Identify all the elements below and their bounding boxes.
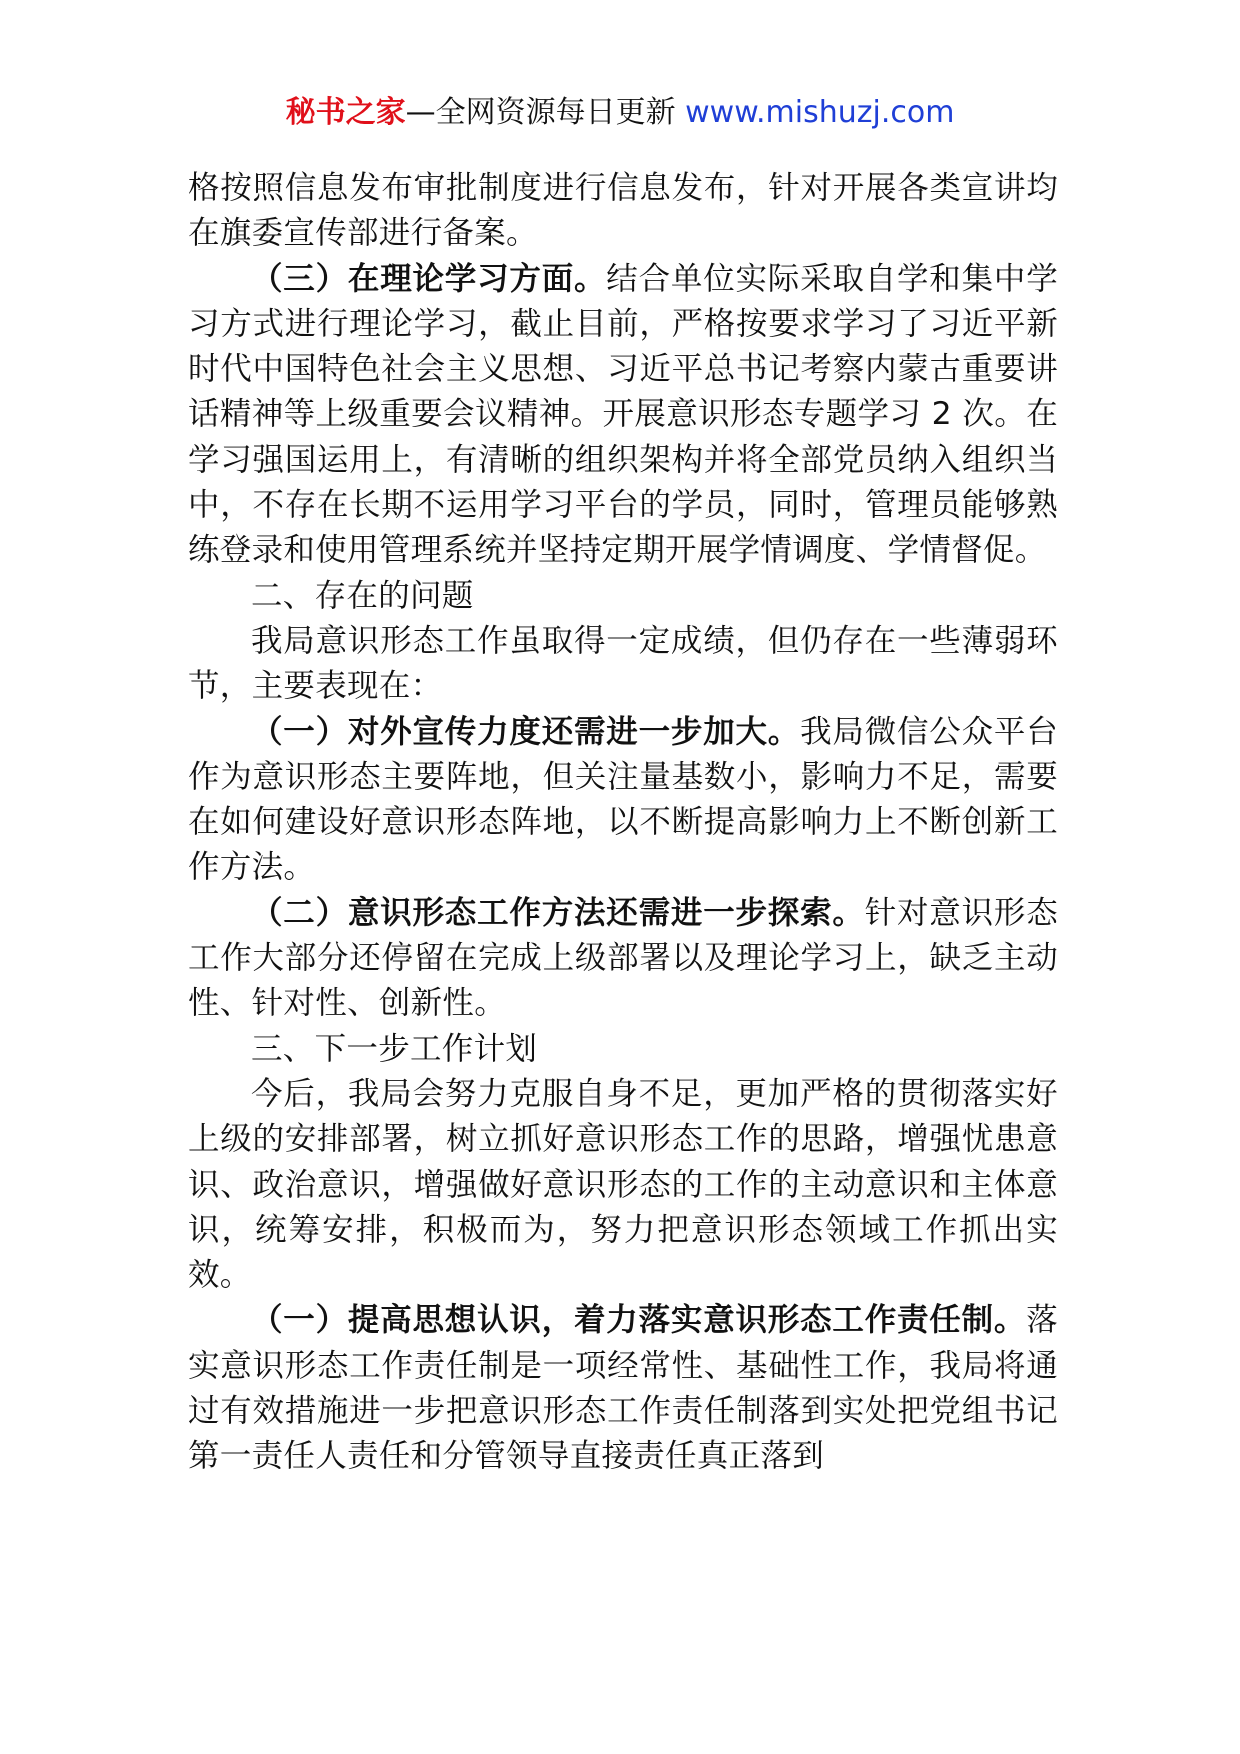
paragraph-text: 结合单位实际采取自学和集中学习方式进行理论学习，截止目前，严格按要求学习了习近平新时代中国特色社会主义思想、习近平总书记考察内蒙古重要讲话精神等上级重要会议精神。开展意识形态专题学习 2 次。在学习强国运用上，有清晰的组织架构并将全部党员纳入组织当中，不存在长期不运用学习平台的学员，同时，管理员能够熟练登录和使用管理系统并坚持定期开展学情调度、学情督促。 <box>188 260 1058 569</box>
paragraph-text: 针对意识形态工作大部分还停留在完成上级部署以及理论学习上，缺乏主动性、针对性、创新性。 <box>188 894 1059 1022</box>
paragraph-text: 我局微信公众平台作为意识形态主要阵地，但关注量基数小，影响力不足，需要在如何建设好意识形态阵地，以不断提高影响力上不断创新工作方法。 <box>188 713 1058 886</box>
section-heading-publicity: （一）对外宣传力度还需进一步加大。 <box>251 713 801 750</box>
paragraph-text: 我局意识形态工作虽取得一定成绩，但仍存在一些薄弱环节，主要表现在： <box>188 622 1058 705</box>
page-header <box>0 93 1240 133</box>
paragraph <box>188 1072 1058 1298</box>
paragraph-text: 格按照信息发布审批制度进行信息发布，针对开展各类宣讲均在旗委宣传部进行备案。 <box>188 170 1058 252</box>
paragraph <box>188 166 1058 257</box>
paragraph <box>188 619 1058 710</box>
paragraph <box>188 710 1058 891</box>
paragraph-text: 今后，我局会努力克服自身不足，更加严格的贯彻落实好上级的安排部署，树立抓好意识形态工作的思路，增强忧患意识、政治意识，增强做好意识形态的工作的主动意识和主体意识，统筹安排，积极而为，努力把意识形态领域工作抓出实效。 <box>188 1075 1058 1294</box>
section-heading-methods: （二）意识形态工作方法还需进一步探索。 <box>251 894 865 931</box>
section-title-next-plan: 三、下一步工作计划 <box>251 1030 538 1067</box>
paragraph <box>188 1298 1058 1479</box>
paragraph <box>188 891 1058 1027</box>
brand-name: 秘书之家 <box>285 95 406 130</box>
paragraph <box>188 257 1058 574</box>
document-body <box>188 166 1058 1480</box>
section-heading-responsibility: （一）提高思想认识，着力落实意识形态工作责任制。 <box>251 1302 1027 1339</box>
header-tagline: —全网资源每日更新 <box>405 95 686 130</box>
section-title-problems: 二、存在的问题 <box>251 577 474 614</box>
site-url-link[interactable]: www.mishuzj.com <box>685 95 955 130</box>
section-heading-theory-study: （三）在理论学习方面。 <box>251 260 607 297</box>
paragraph-text: 落实意识形态工作责任制是一项经常性、基础性工作，我局将通过有效措施进一步把意识形态工作责任制落到实处把党组书记第一责任人责任和分管领导直接责任真正落到 <box>188 1302 1058 1475</box>
